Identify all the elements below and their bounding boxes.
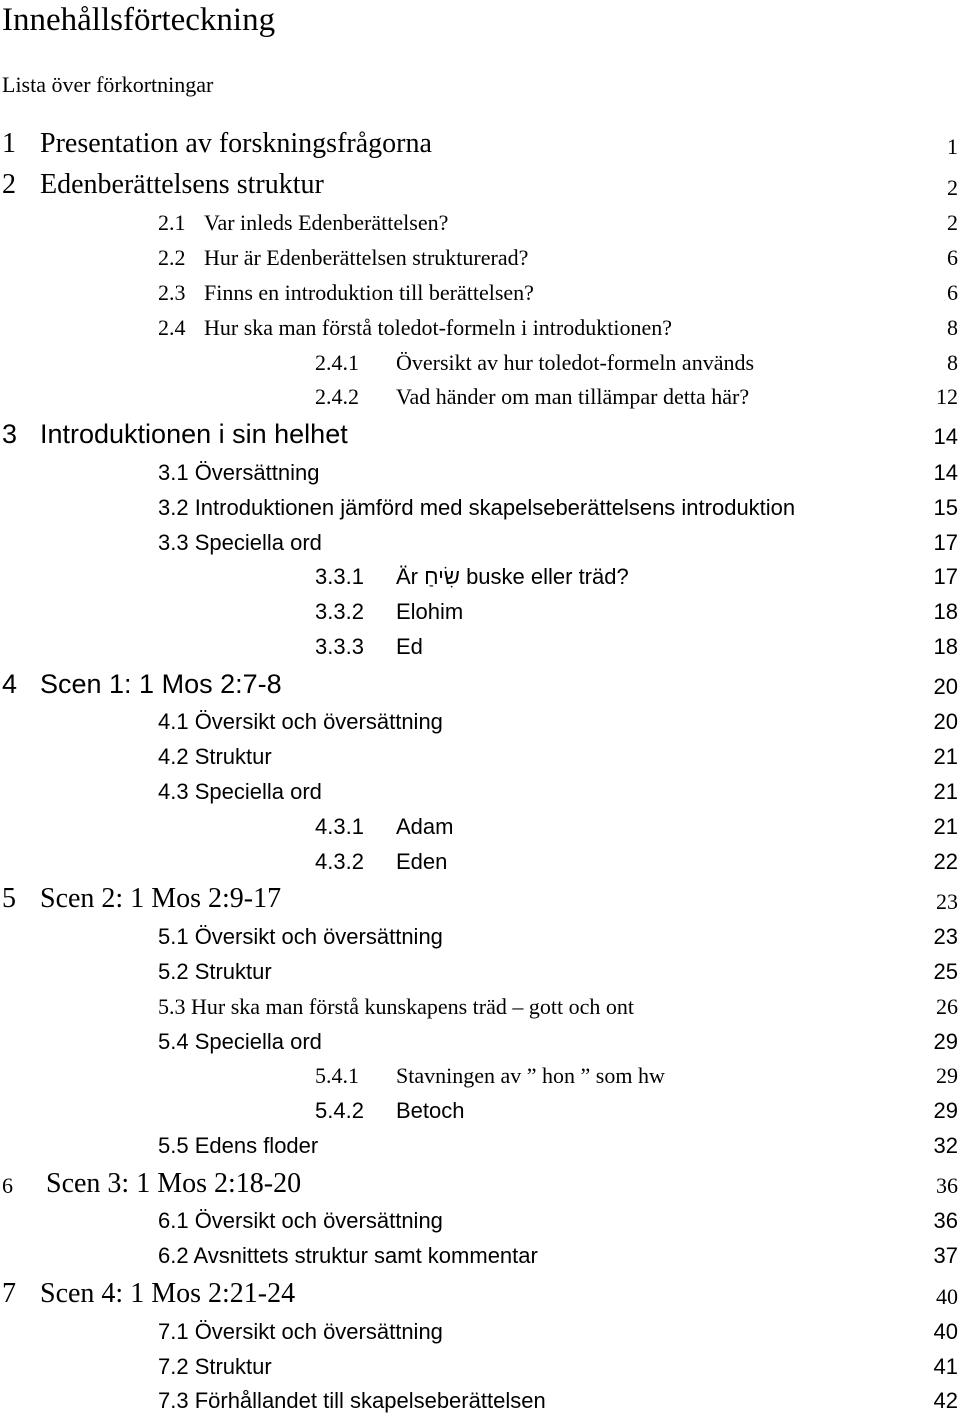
toc-title: Är שִׂיחַ buske eller träd? xyxy=(396,564,629,589)
toc-title: Introduktionen i sin helhet xyxy=(40,419,348,449)
toc-title: 3.2 Introduktionen jämförd med skapelseberättelsens introduktion xyxy=(158,495,796,520)
page-title: Innehållsförteckning xyxy=(2,2,276,38)
toc-entry-4-3-2[interactable] xyxy=(0,851,960,883)
toc-number: 2.4.1 xyxy=(315,350,359,375)
toc-page: 14 xyxy=(933,424,958,449)
toc-title: Finns en introduktion till berättelsen? xyxy=(204,280,534,305)
toc-title: Scen 3: 1 Mos 2:18-20 xyxy=(46,1168,302,1199)
toc-entry-5-4-2[interactable] xyxy=(0,1100,960,1132)
toc-entry-5-4[interactable] xyxy=(0,1031,960,1063)
toc-title: Betoch xyxy=(396,1098,465,1123)
toc-entry-5-1[interactable] xyxy=(0,926,960,958)
toc-title: 7.3 Förhållandet till skapelseberättelsen xyxy=(158,1388,546,1413)
toc-number: 3.3.1 xyxy=(315,564,364,589)
toc-page: 14 xyxy=(933,460,958,485)
toc-page: 23 xyxy=(933,924,958,949)
toc-title: Elohim xyxy=(396,599,464,624)
toc-entry-3-3-1[interactable] xyxy=(0,566,960,598)
toc-number: 4.3.2 xyxy=(315,849,364,874)
toc-title: Översikt av hur toledot-formeln används xyxy=(396,350,755,375)
toc-page: 32 xyxy=(933,1133,958,1158)
toc-number: 3.3.3 xyxy=(315,634,364,659)
toc-page: 29 xyxy=(933,1029,958,1054)
toc-number: 3.3.2 xyxy=(315,599,364,624)
toc-page: 6 xyxy=(947,280,958,305)
toc-entry-5-5[interactable] xyxy=(0,1135,960,1167)
toc-entry-2-1[interactable] xyxy=(0,212,960,244)
toc-title: Var inleds Edenberättelsen? xyxy=(204,210,449,235)
toc-page: 22 xyxy=(933,849,958,874)
toc-title: Eden xyxy=(396,849,448,874)
toc-page: 21 xyxy=(933,744,958,769)
toc-title: 4.3 Speciella ord xyxy=(158,779,322,804)
toc-page: 40 xyxy=(936,1284,958,1309)
toc-entry-5[interactable] xyxy=(0,885,960,917)
toc-entry-3-3-3[interactable] xyxy=(0,636,960,668)
toc-page: 40 xyxy=(933,1319,958,1344)
toc-title: 5.2 Struktur xyxy=(158,959,272,984)
toc-title: Stavningen av ” hon ” som hw xyxy=(396,1063,665,1088)
toc-number: 5.4.1 xyxy=(315,1063,359,1088)
toc-entry-7[interactable] xyxy=(0,1280,960,1312)
toc-entry-3-3-2[interactable] xyxy=(0,601,960,633)
toc-page: 6 xyxy=(947,245,958,270)
toc-page: 36 xyxy=(933,1208,958,1233)
toc-page: 23 xyxy=(936,889,958,914)
toc-title: Scen 1: 1 Mos 2:7-8 xyxy=(40,669,282,699)
toc-entry-2-4-2[interactable] xyxy=(0,386,960,418)
toc-entry-7-3[interactable] xyxy=(0,1390,960,1422)
toc-entry-6-1[interactable] xyxy=(0,1210,960,1242)
toc-number: 2.2 xyxy=(158,245,186,270)
toc-page: 8 xyxy=(947,350,958,375)
toc-page: 41 xyxy=(933,1354,958,1379)
toc-entry-4-3[interactable] xyxy=(0,781,960,813)
toc-entry-5-3[interactable] xyxy=(0,996,960,1028)
toc-number: 6 xyxy=(2,1173,13,1198)
toc-entry-4-2[interactable] xyxy=(0,746,960,778)
toc-page: 20 xyxy=(933,674,958,699)
toc-title: 3.3 Speciella ord xyxy=(158,530,322,555)
toc-page: 20 xyxy=(933,709,958,734)
toc-number: 2.3 xyxy=(158,280,186,305)
toc-title: Hur är Edenberättelsen strukturerad? xyxy=(204,245,529,270)
toc-page: 18 xyxy=(933,634,958,659)
toc-number: 2.4 xyxy=(158,315,186,340)
toc-number: 7 xyxy=(2,1278,16,1309)
toc-title: 5.3 Hur ska man förstå kunskapens träd – gott och ont xyxy=(158,994,634,1019)
toc-entry-3[interactable] xyxy=(0,421,960,453)
toc-number: 2.1 xyxy=(158,210,186,235)
toc-entry-6[interactable] xyxy=(0,1170,960,1202)
toc-entry-3-2[interactable] xyxy=(0,497,960,529)
toc-page: 21 xyxy=(933,779,958,804)
toc-entry-4-1[interactable] xyxy=(0,711,960,743)
toc-number: 4 xyxy=(2,669,18,699)
toc-number: 2.4.2 xyxy=(315,384,359,409)
toc-page: 17 xyxy=(933,530,958,555)
toc-title: 4.2 Struktur xyxy=(158,744,272,769)
toc-entry-6-2[interactable] xyxy=(0,1245,960,1277)
toc-title: 5.5 Edens floder xyxy=(158,1133,319,1158)
toc-title: Ed xyxy=(396,634,423,659)
toc-entry-3-3[interactable] xyxy=(0,532,960,564)
toc-page: 37 xyxy=(933,1243,958,1268)
toc-entry-2-4[interactable] xyxy=(0,317,960,349)
toc-page: 36 xyxy=(936,1173,958,1198)
toc-title: Presentation av forskningsfrågorna xyxy=(40,128,432,159)
toc-number: 3 xyxy=(2,419,18,449)
toc-page: 29 xyxy=(936,1063,958,1088)
toc-page: 8 xyxy=(947,315,958,340)
toc-number: 1 xyxy=(2,128,16,159)
toc-title: 6.2 Avsnittets struktur samt kommentar xyxy=(158,1243,538,1268)
toc-page: 26 xyxy=(936,994,958,1019)
toc-title: 7.2 Struktur xyxy=(158,1354,272,1379)
toc-entry-2[interactable] xyxy=(0,171,960,203)
toc-page: 29 xyxy=(933,1098,958,1123)
toc-entry-7-2[interactable] xyxy=(0,1356,960,1388)
toc-entry-5-2[interactable] xyxy=(0,961,960,993)
toc-entry-5-4-1[interactable] xyxy=(0,1065,960,1097)
toc-title: Adam xyxy=(396,814,454,839)
toc-entry-4[interactable] xyxy=(0,671,960,703)
toc-page: 2 xyxy=(947,210,958,235)
toc-title: 5.1 Översikt och översättning xyxy=(158,924,443,949)
toc-number: 2 xyxy=(2,169,16,200)
toc-page: 2 xyxy=(947,175,958,200)
toc-number: 4.3.1 xyxy=(315,814,364,839)
toc-entry-3-1[interactable] xyxy=(0,462,960,494)
toc-title: 3.1 Översättning xyxy=(158,460,320,485)
toc-title: Scen 2: 1 Mos 2:9-17 xyxy=(40,883,282,914)
toc-page: 25 xyxy=(933,959,958,984)
toc-page: 17 xyxy=(933,564,958,589)
toc-entry-7-1[interactable] xyxy=(0,1321,960,1353)
toc-title: 4.1 Översikt och översättning xyxy=(158,709,443,734)
toc-entry-2-3[interactable] xyxy=(0,282,960,314)
toc-page: 12 xyxy=(936,384,958,409)
toc-page: 15 xyxy=(933,495,958,520)
toc-title: 6.1 Översikt och översättning xyxy=(158,1208,443,1233)
toc-page: 1 xyxy=(947,134,958,159)
toc-title: 5.4 Speciella ord xyxy=(158,1029,322,1054)
toc-title: 7.1 Översikt och översättning xyxy=(158,1319,443,1344)
toc-entry-2-4-1[interactable] xyxy=(0,352,960,384)
toc-entry-4-3-1[interactable] xyxy=(0,816,960,848)
toc-entry-1[interactable] xyxy=(0,130,960,162)
abbreviations-link[interactable]: Lista över förkortningar xyxy=(2,72,214,97)
toc-title: Vad händer om man tillämpar detta här? xyxy=(396,384,750,409)
toc-entry-2-2[interactable] xyxy=(0,247,960,279)
toc-number: 5 xyxy=(2,883,16,914)
toc-page: 18 xyxy=(933,599,958,624)
toc-number: 5.4.2 xyxy=(315,1098,364,1123)
toc-title: Hur ska man förstå toledot-formeln i introduktionen? xyxy=(204,315,672,340)
toc-title: Edenberättelsens struktur xyxy=(40,169,324,200)
toc-page: 21 xyxy=(933,814,958,839)
toc-title: Scen 4: 1 Mos 2:21-24 xyxy=(40,1278,296,1309)
toc-page: 42 xyxy=(933,1388,958,1413)
